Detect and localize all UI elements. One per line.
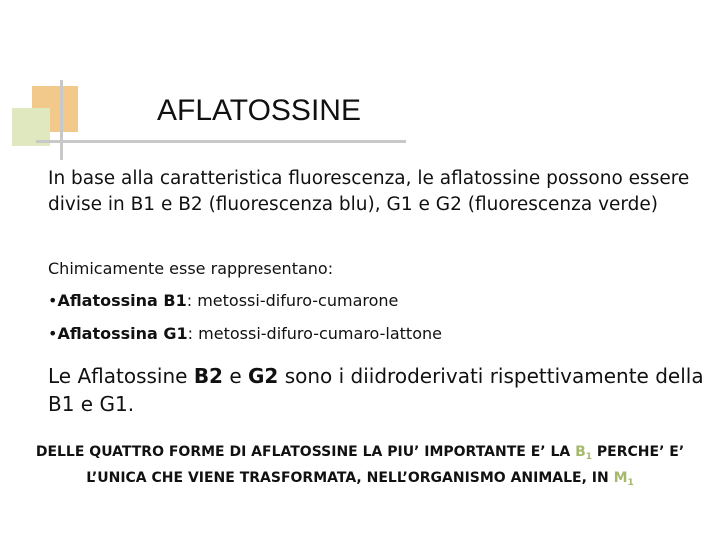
bullet-aflatoxin-b1 [48, 291, 398, 311]
conclusion-part1: DELLE QUATTRO FORME DI AFLATOSSINE LA PIU’ IMPORTANTE E’ LA [35, 444, 576, 460]
highlight-b1 [575, 444, 592, 460]
highlight-m1 [614, 470, 634, 486]
chemistry-intro: Chimicamente esse rappresentano: [48, 259, 334, 278]
bullet-marker: • [48, 324, 58, 343]
bullet-marker: • [48, 291, 58, 310]
highlight-b-subscript: 1 [585, 452, 593, 462]
slide-title: AFLATOSSINE [157, 94, 361, 127]
derivatives-text-after: sono i diidroderivati rispettivamente della B1 e G1. [48, 364, 704, 416]
derivatives-text-mid: e [222, 364, 249, 388]
derivative-g2: G2 [248, 364, 279, 388]
highlight-m-letter: M [613, 470, 628, 486]
highlight-b-letter: B [575, 444, 586, 460]
derivatives-paragraph [48, 362, 708, 418]
decorative-horizontal-line [36, 140, 406, 143]
bullet-aflatoxin-g1 [48, 324, 442, 344]
intro-paragraph: In base alla caratteristica fluorescenza, le aflatossine possono essere divise in B1 e B2 (fluorescenza blu), G1 e G2 (fluorescenza verde) [48, 168, 690, 215]
decorative-vertical-line [60, 80, 63, 160]
conclusion-part2: PERCHE’ E’ L’UNICA CHE VIENE TRASFORMATA, NELL’ORGANISMO ANIMALE, IN [86, 444, 685, 486]
highlight-m-subscript: 1 [627, 478, 634, 488]
bullet-term: Aflatossina B1 [57, 291, 187, 310]
bullet-definition: : metossi-difuro-cumaro-lattone [187, 324, 442, 343]
derivative-b2: B2 [193, 364, 223, 388]
bullet-definition: : metossi-difuro-cumarone [186, 291, 399, 310]
derivatives-text-before: Le Aflatossine [48, 364, 194, 388]
conclusion-statement [18, 442, 702, 494]
bullet-term: Aflatossina G1 [57, 324, 188, 343]
